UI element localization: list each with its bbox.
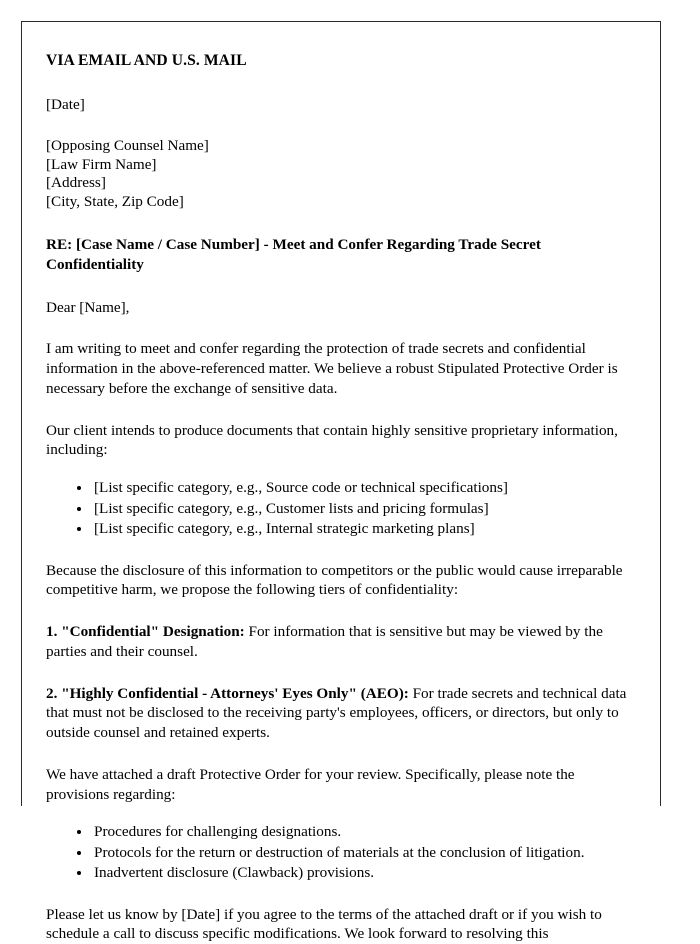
tier-two-paragraph — [46, 684, 636, 743]
list-item: • [List specific category, e.g., Internal strategic marketing plans] — [92, 519, 636, 538]
list-item: • Protocols for the return or destruction of materials at the conclusion of litigation. — [92, 843, 636, 862]
document-page — [21, 21, 661, 943]
tier-two-label: 2. "Highly Confidential - Attorneys' Eyes Only" (AEO): — [46, 684, 409, 702]
tier-one-paragraph — [46, 622, 636, 662]
paragraph-production-intro: Our client intends to produce documents that contain highly sensitive proprietary information, including: — [46, 421, 618, 459]
paragraph-intro: I am writing to meet and confer regarding the protection of trade secrets and confidential information in the above-referenced matter. We believe a robust Stipulated Protective Order is necessary before the exchange of sensitive data. — [46, 340, 618, 397]
list-item: • [List specific category, e.g., Customer lists and pricing formulas] — [92, 499, 636, 518]
date-line: [Date] — [46, 96, 85, 114]
recipient-name: [Opposing Counsel Name] — [46, 137, 209, 155]
recipient-firm: [Law Firm Name] — [46, 155, 157, 173]
delivery-method-heading: VIA EMAIL AND U.S. MAIL — [46, 52, 247, 69]
list-item: • Inadvertent disclosure (Clawback) provisions. — [92, 863, 636, 882]
re-subject-line: RE: [Case Name / Case Number] - Meet and Confer Regarding Trade Secret Confidentiality — [46, 236, 541, 273]
recipient-address: [Address] — [46, 174, 106, 192]
tier-one-text: For information that is sensitive but may be viewed by the parties and their counsel. — [46, 623, 603, 660]
paragraph-closing: Please let us know by [Date] if you agree to the terms of the attached draft or if you wish to schedule a call to discuss specific modifications. We look forward to resolving this — [46, 905, 602, 943]
salutation: Dear [Name], — [46, 298, 130, 316]
recipient-city-state-zip: [City, State, Zip Code] — [46, 192, 184, 210]
tier-two-text: For trade secrets and technical data that must not be disclosed to the receiving party's employees, officers, or directors, but only to outside counsel and retained experts. — [46, 684, 627, 742]
paragraph-harm-rationale: Because the disclosure of this information to competitors or the public would cause irreparable competitive harm, we propose the following tiers of confidentiality: — [46, 561, 623, 599]
paragraph-attachment: We have attached a draft Protective Order for your review. Specifically, please note the provisions regarding: — [46, 765, 575, 803]
list-item: • Procedures for challenging designations. — [92, 822, 636, 841]
categories-list — [46, 478, 636, 538]
recipient-address-block — [46, 137, 636, 211]
list-item: • [List specific category, e.g., Source code or technical specifications] — [92, 478, 636, 497]
tier-one-label: 1. "Confidential" Designation: — [46, 623, 245, 641]
document-body — [22, 22, 660, 944]
provisions-list — [46, 822, 636, 882]
